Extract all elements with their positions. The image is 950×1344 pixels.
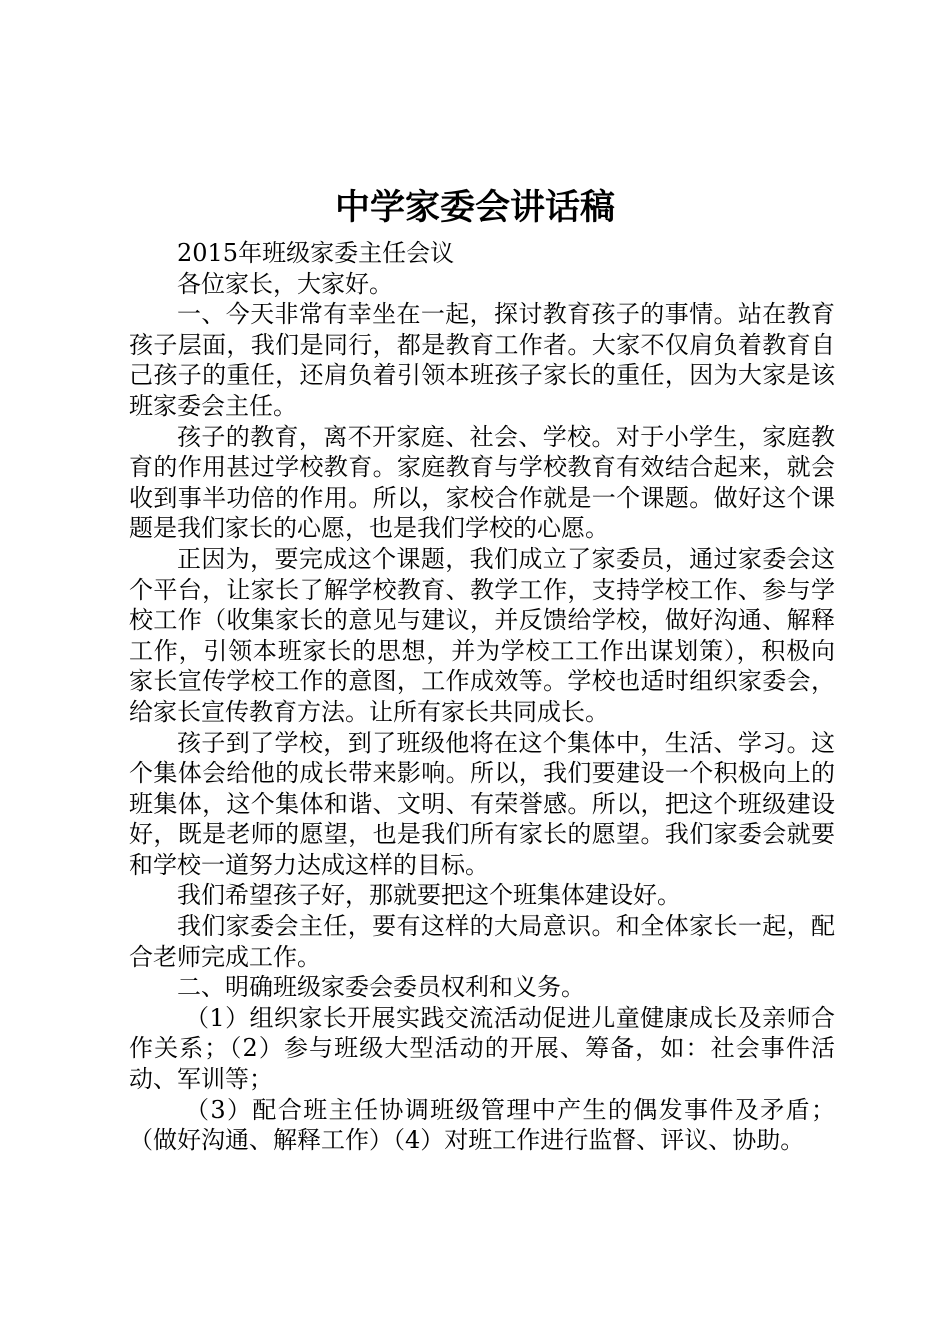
paragraph-section-two: 二、明确班级家委会委员权利和义务。	[177, 973, 585, 1002]
paragraph-duties-three-four: （3）配合班主任协调班级管理中产生的偶发事件及矛盾；（做好沟通、解释工作）（4）对班工作进行监督、评议、协助。	[129, 1095, 835, 1155]
document-title: 中学家委会讲话稿	[334, 187, 615, 228]
paragraph-hope: 我们希望孩子好，那就要把这个班集体建设好。	[177, 881, 681, 910]
paragraph-family-education: 孩子的教育，离不开家庭、社会、学校。对于小学生，家庭教育的作用甚过学校教育。家庭教育与学校教育有效结合起来，就会收到事半功倍的作用。所以，家校合作就是一个课题。做好这个课题是我们家长的心愿，也是我们学校的心愿。	[129, 422, 835, 543]
paragraph-class-collective: 孩子到了学校，到了班级他将在这个集体中，生活、学习。这个集体会给他的成长带来影响。所以，我们要建设一个积极向上的班集体，这个集体和谐、文明、有荣誉感。所以，把这个班级建设好，既是老师的愿望，也是我们所有家长的愿望。我们家委会就要和学校一道努力达成这样的目标。	[129, 728, 835, 879]
paragraph-greeting: 各位家长，大家好。	[177, 269, 393, 298]
paragraph-duties-one-two: （1）组织家长开展实践交流活动促进儿童健康成长及亲师合作关系；（2）参与班级大型活动的开展、筹备，如：社会事件活动、军训等；	[129, 1003, 835, 1094]
paragraph-overall-awareness: 我们家委会主任，要有这样的大局意识。和全体家长一起，配合老师完成工作。	[129, 912, 835, 971]
document-body	[129, 238, 835, 1156]
paragraph-section-one: 一、今天非常有幸坐在一起，探讨教育孩子的事情。站在教育孩子层面，我们是同行，都是教育工作者。大家不仅肩负着教育自己孩子的重任，还肩负着引领本班孩子家长的重任，因为大家是该班家委会主任。	[129, 300, 835, 420]
paragraph-committee-purpose: 正因为，要完成这个课题，我们成立了家委员，通过家委会这个平台，让家长了解学校教育、教学工作，支持学校工作、参与学校工作（收集家长的意见与建议，并反馈给学校，做好沟通、解释工作，引领本班家长的思想，并为学校工工作出谋划策），积极向家长宣传学校工作的意图，工作成效等。学校也适时组织家委会，给家长宣传教育方法。让所有家长共同成长。	[129, 544, 835, 726]
paragraph-meeting-heading: 2015年班级家委主任会议	[177, 239, 455, 267]
